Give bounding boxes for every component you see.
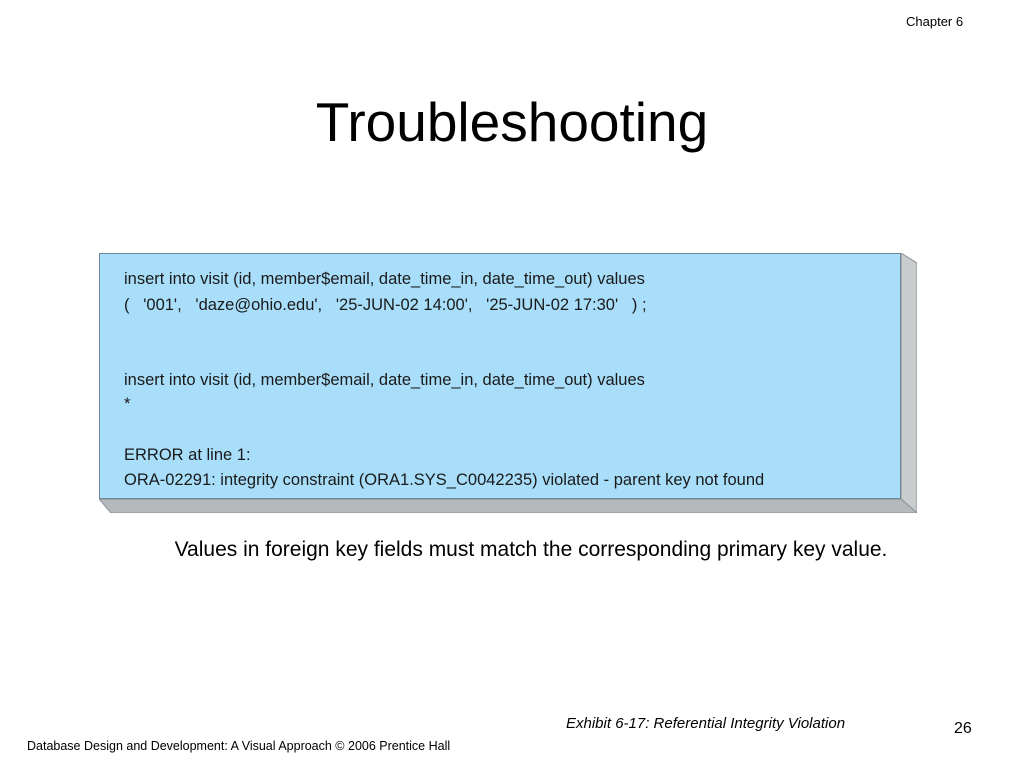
- exhibit-panel: [99, 253, 901, 499]
- slide-title: Troubleshooting: [315, 91, 709, 153]
- exhibit-box: [99, 253, 917, 513]
- chapter-label: Chapter 6: [906, 14, 964, 29]
- sql-line-2: ( '001', 'daze@ohio.edu', '25-JUN-02 14:00', '25-JUN-02 17:30' ) ;: [124, 296, 647, 314]
- page-number: 26: [954, 720, 972, 737]
- sql-error-line: ERROR at line 1:: [124, 446, 251, 464]
- sql-error-marker: *: [124, 395, 131, 413]
- sql-error-message: ORA-02291: integrity constraint (ORA1.SYS_C0042235) violated - parent key not found: [124, 471, 765, 489]
- slide-caption: Values in foreign key fields must match the corresponding primary key value.: [174, 538, 888, 561]
- exhibit-bottom-shadow: [99, 499, 917, 513]
- sql-line-1: insert into visit (id, member$email, date_time_in, date_time_out) values: [124, 270, 645, 288]
- footer-text: Database Design and Development: A Visual Approach © 2006 Prentice Hall: [27, 739, 451, 753]
- sql-line-3: insert into visit (id, member$email, date_time_in, date_time_out) values: [124, 371, 645, 389]
- exhibit-label: Exhibit 6-17: Referential Integrity Violation: [566, 715, 846, 732]
- exhibit-side-shadow: [901, 253, 917, 513]
